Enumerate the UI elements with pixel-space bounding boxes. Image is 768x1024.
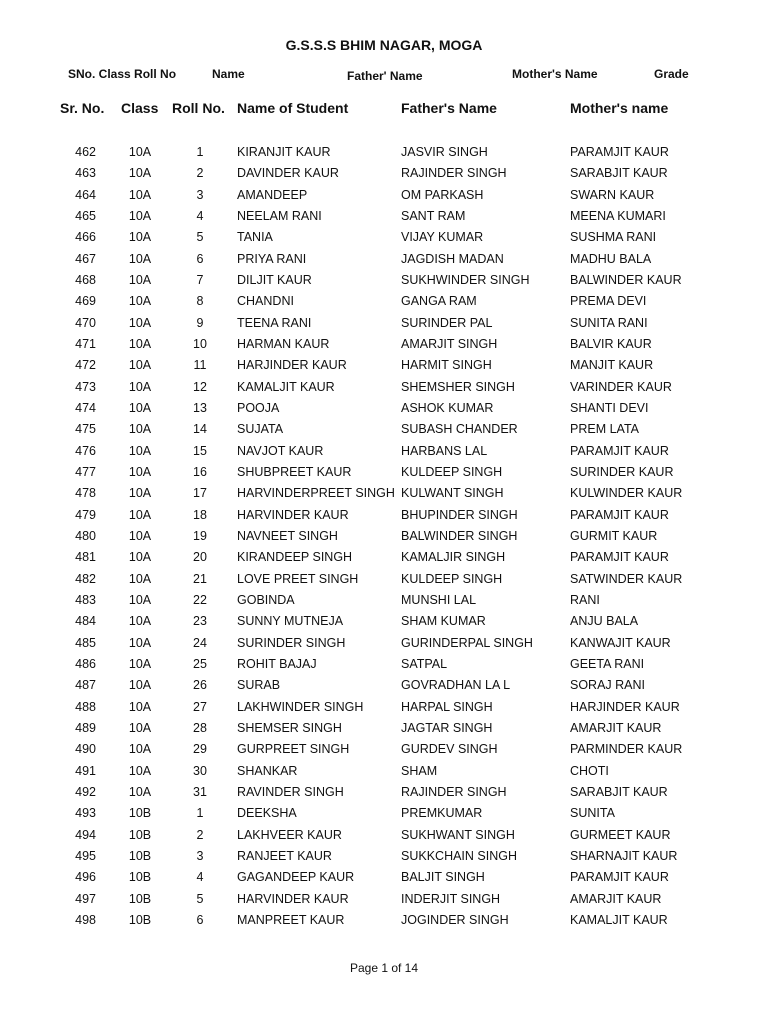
roll-no-cell: 5 [196,230,204,245]
mother-name-cell: PREMA DEVI [570,294,647,309]
class-cell: 10A [128,209,152,223]
roll-no-cell: 7 [196,273,204,287]
mother-name-cell: PREM LATA [570,422,639,437]
roll-no-cell: 1 [196,806,204,821]
class-cell: 10A [128,230,152,245]
roll-no-cell: 4 [196,209,204,223]
sr-no-cell: 494 [75,827,96,842]
sr-no-cell: 468 [75,273,96,287]
mother-name-cell: RANI [570,592,600,607]
table-row [0,316,768,336]
sr-no-cell: 471 [75,337,96,351]
father-name-cell: SHEMSHER SINGH [401,379,515,394]
father-name-cell: SUKKCHAIN SINGH [401,848,517,863]
student-name-cell: DEEKSHA [237,806,297,821]
table-row [0,294,768,314]
sr-no-cell: 465 [75,209,96,223]
sr-no-cell: 478 [75,486,96,501]
class-cell: 10A [128,678,152,693]
mother-name-cell: MEENA KUMARI [570,209,666,223]
class-cell: 10A [128,614,152,629]
table-row [0,358,768,378]
student-name-cell: NEELAM RANI [237,209,322,223]
mother-name-cell: SORAJ RANI [570,678,646,693]
sr-no-cell: 463 [75,166,96,181]
roll-no-cell: 2 [196,166,204,181]
father-name-cell: GOVRADHAN LA L [401,678,511,693]
column-header-sr-no: Sr. No. [60,100,105,116]
father-name-cell: KULDEEP SINGH [401,464,503,479]
mother-name-cell: SUNITA [570,806,615,821]
father-name-cell: KULWANT SINGH [401,486,504,501]
father-name-cell: JAGTAR SINGH [401,720,493,735]
student-name-cell: NAVNEET SINGH [237,528,338,543]
mother-name-cell: HARJINDER KAUR [570,699,680,714]
student-name-cell: HARMAN KAUR [237,337,330,351]
sr-no-cell: 484 [75,614,96,629]
sr-no-cell: 472 [75,358,96,373]
mother-name-cell: PARAMJIT KAUR [570,443,669,458]
class-cell: 10A [128,784,152,799]
table-row [0,742,768,762]
sr-no-cell: 462 [75,145,96,159]
mother-name-cell: BALWINDER KAUR [570,273,682,287]
table-row [0,209,768,229]
roll-no-cell: 30 [193,763,207,778]
subheader-father: Father' Name [347,69,423,83]
sr-no-cell: 498 [75,912,96,927]
student-name-cell: GOBINDA [237,592,295,607]
roll-no-cell: 29 [193,742,207,757]
table-row [0,252,768,272]
sr-no-cell: 464 [75,187,96,202]
mother-name-cell: KULWINDER KAUR [570,486,683,501]
sr-no-cell: 466 [75,230,96,245]
sr-no-cell: 488 [75,699,96,714]
father-name-cell: GURDEV SINGH [401,742,498,757]
class-cell: 10A [128,187,152,202]
class-cell: 10A [128,550,152,565]
mother-name-cell: KANWAJIT KAUR [570,635,671,650]
subheader-grade: Grade [654,67,689,81]
roll-no-cell: 26 [193,678,207,693]
mother-name-cell: SARABJIT KAUR [570,166,668,181]
student-name-cell: TANIA [237,230,273,245]
roll-no-cell: 5 [196,891,204,906]
class-cell: 10A [128,401,152,415]
roll-no-cell: 4 [196,870,204,885]
father-name-cell: JAGDISH MADAN [401,251,504,266]
mother-name-cell: PARMINDER KAUR [570,742,683,757]
subheader-name: Name [212,67,245,81]
roll-no-cell: 20 [193,550,207,565]
class-cell: 10A [128,379,152,394]
father-name-cell: BHUPINDER SINGH [401,507,518,522]
mother-name-cell: PARAMJIT KAUR [570,145,669,159]
student-name-cell: SHEMSER SINGH [237,720,342,735]
roll-no-cell: 13 [193,401,207,415]
father-name-cell: BALJIT SINGH [401,870,485,885]
mother-name-cell: SARABJIT KAUR [570,784,668,799]
table-row [0,764,768,784]
roll-no-cell: 14 [193,422,207,437]
father-name-cell: SUBASH CHANDER [401,422,518,437]
father-name-cell: HARPAL SINGH [401,699,493,714]
class-cell: 10A [128,571,152,586]
father-name-cell: SUKHWINDER SINGH [401,273,530,287]
sr-no-cell: 485 [75,635,96,650]
class-cell: 10A [128,635,152,650]
roll-no-cell: 11 [193,358,207,373]
table-row [0,828,768,848]
mother-name-cell: GURMEET KAUR [570,827,671,842]
table-row [0,593,768,613]
student-name-cell: HARVINDERPREET SINGH [237,486,395,501]
father-name-cell: GANGA RAM [401,294,477,309]
class-cell: 10A [128,315,152,330]
class-cell: 10A [128,294,152,309]
sr-no-cell: 497 [75,891,96,906]
student-name-cell: PRIYA RANI [237,251,307,266]
father-name-cell: SHAM [401,763,438,778]
student-name-cell: LAKHVEER KAUR [237,827,342,842]
father-name-cell: AMARJIT SINGH [401,337,498,351]
student-name-cell: HARVINDER KAUR [237,507,349,522]
class-cell: 10A [128,251,152,266]
father-name-cell: BALWINDER SINGH [401,528,518,543]
table-row [0,230,768,250]
column-header-father-name: Father's Name [401,100,497,116]
roll-no-cell: 25 [193,656,207,671]
mother-name-cell: BALVIR KAUR [570,337,652,351]
mother-name-cell: SURINDER KAUR [570,464,674,479]
father-name-cell: SHAM KUMAR [401,614,486,629]
class-cell: 10A [128,528,152,543]
sr-no-cell: 489 [75,720,96,735]
roll-no-cell: 15 [193,443,207,458]
mother-name-cell: VARINDER KAUR [570,379,672,394]
mother-name-cell: MADHU BALA [570,251,652,266]
table-row [0,508,768,528]
father-name-cell: JOGINDER SINGH [401,912,509,927]
class-cell: 10B [128,806,152,821]
table-row [0,145,768,165]
roll-no-cell: 18 [193,507,207,522]
mother-name-cell: SATWINDER KAUR [570,571,683,586]
mother-name-cell: SHANTI DEVI [570,401,649,415]
table-row [0,529,768,549]
table-row [0,572,768,592]
class-cell: 10A [128,166,152,181]
father-name-cell: RAJINDER SINGH [401,166,507,181]
student-name-cell: GAGANDEEP KAUR [237,870,355,885]
father-name-cell: OM PARKASH [401,187,484,202]
sr-no-cell: 482 [75,571,96,586]
table-row [0,849,768,869]
mother-name-cell: SUNITA RANI [570,315,648,330]
class-cell: 10B [128,891,152,906]
sr-no-cell: 467 [75,251,96,266]
table-row [0,273,768,293]
table-row [0,166,768,186]
sr-no-cell: 477 [75,464,96,479]
sr-no-cell: 492 [75,784,96,799]
roll-no-cell: 31 [193,784,207,799]
roll-no-cell: 9 [196,315,204,330]
sr-no-cell: 493 [75,806,96,821]
mother-name-cell: PARAMJIT KAUR [570,507,669,522]
class-cell: 10A [128,145,152,159]
table-row [0,721,768,741]
class-cell: 10A [128,443,152,458]
table-row [0,188,768,208]
table-row [0,913,768,933]
page-title: G.S.S.S BHIM NAGAR, MOGA [285,37,483,53]
student-name-cell: GURPREET SINGH [237,742,350,757]
father-name-cell: KAMALJIR SINGH [401,550,506,565]
mother-name-cell: SHARNAJIT KAUR [570,848,678,863]
column-header-student-name: Name of Student [237,100,349,116]
student-name-cell: AMANDEEP [237,187,308,202]
table-row [0,657,768,677]
mother-name-cell: PARAMJIT KAUR [570,550,669,565]
father-name-cell: SATPAL [401,656,448,671]
table-row [0,380,768,400]
mother-name-cell: SUSHMA RANI [570,230,657,245]
mother-name-cell: MANJIT KAUR [570,358,654,373]
roll-no-cell: 10 [193,337,207,351]
table-row [0,550,768,570]
class-cell: 10A [128,337,152,351]
father-name-cell: GURINDERPAL SINGH [401,635,533,650]
mother-name-cell: ANJU BALA [570,614,639,629]
student-name-cell: DILJIT KAUR [237,273,312,287]
table-row [0,892,768,912]
sr-no-cell: 474 [75,401,96,415]
sr-no-cell: 491 [75,763,96,778]
class-cell: 10B [128,870,152,885]
student-name-cell: LOVE PREET SINGH [237,571,359,586]
student-name-cell: SUNNY MUTNEJA [237,614,344,629]
student-name-cell: ROHIT BAJAJ [237,656,317,671]
table-row [0,636,768,656]
father-name-cell: KULDEEP SINGH [401,571,503,586]
father-name-cell: JASVIR SINGH [401,145,488,159]
class-cell: 10A [128,763,152,778]
sr-no-cell: 470 [75,315,96,330]
mother-name-cell: SWARN KAUR [570,187,655,202]
student-name-cell: SHUBPREET KAUR [237,464,352,479]
student-name-cell: LAKHWINDER SINGH [237,699,364,714]
father-name-cell: MUNSHI LAL [401,592,477,607]
sr-no-cell: 469 [75,294,96,309]
roll-no-cell: 28 [193,720,207,735]
sr-no-cell: 490 [75,742,96,757]
column-header-roll-no: Roll No. [172,100,225,116]
column-header-mother-name: Mother's name [570,100,669,116]
mother-name-cell: GURMIT KAUR [570,528,658,543]
table-row [0,678,768,698]
table-row [0,806,768,826]
table-row [0,401,768,421]
roll-no-cell: 23 [193,614,207,629]
table-row [0,444,768,464]
student-name-cell: NAVJOT KAUR [237,443,324,458]
roll-no-cell: 21 [193,571,207,586]
mother-name-cell: KAMALJIT KAUR [570,912,668,927]
student-name-cell: SURAB [237,678,281,693]
mother-name-cell: GEETA RANI [570,656,645,671]
page-number: Page 1 of 14 [349,961,419,975]
sr-no-cell: 495 [75,848,96,863]
table-row [0,870,768,890]
father-name-cell: VIJAY KUMAR [401,230,484,245]
mother-name-cell: PARAMJIT KAUR [570,870,669,885]
class-cell: 10B [128,827,152,842]
roll-no-cell: 16 [193,464,207,479]
roll-no-cell: 12 [193,379,207,394]
table-row [0,486,768,506]
sr-no-cell: 481 [75,550,96,565]
father-name-cell: HARMIT SINGH [401,358,492,373]
father-name-cell: RAJINDER SINGH [401,784,507,799]
father-name-cell: SANT RAM [401,209,466,223]
sr-no-cell: 496 [75,870,96,885]
sr-no-cell: 476 [75,443,96,458]
table-row [0,785,768,805]
class-cell: 10A [128,742,152,757]
student-name-cell: MANPREET KAUR [237,912,345,927]
roll-no-cell: 19 [193,528,207,543]
mother-name-cell: CHOTI [570,763,609,778]
mother-name-cell: AMARJIT KAUR [570,720,662,735]
roll-no-cell: 1 [196,145,204,159]
table-row [0,465,768,485]
mother-name-cell: AMARJIT KAUR [570,891,662,906]
class-cell: 10A [128,699,152,714]
roll-no-cell: 6 [196,912,204,927]
subheader-mother: Mother's Name [512,67,598,81]
table-row [0,700,768,720]
student-name-cell: TEENA RANI [237,315,312,330]
roll-no-cell: 3 [196,187,204,202]
student-name-cell: POOJA [237,401,280,415]
roll-no-cell: 8 [196,294,204,309]
class-cell: 10A [128,592,152,607]
class-cell: 10B [128,912,152,927]
student-name-cell: SURINDER SINGH [237,635,346,650]
roll-no-cell: 3 [196,848,204,863]
student-name-cell: RAVINDER SINGH [237,784,344,799]
subheader-sno-class-roll: SNo. Class Roll No [68,67,177,81]
class-cell: 10A [128,358,152,373]
student-name-cell: SHANKAR [237,763,298,778]
class-cell: 10A [128,720,152,735]
sr-no-cell: 487 [75,678,96,693]
father-name-cell: ASHOK KUMAR [401,401,494,415]
class-cell: 10A [128,486,152,501]
sr-no-cell: 479 [75,507,96,522]
student-name-cell: CHANDNI [237,294,294,309]
roll-no-cell: 27 [193,699,207,714]
sr-no-cell: 480 [75,528,96,543]
father-name-cell: SURINDER PAL [401,315,493,330]
roll-no-cell: 2 [196,827,204,842]
student-name-cell: DAVINDER KAUR [237,166,339,181]
student-name-cell: KIRANJIT KAUR [237,145,331,159]
student-name-cell: KIRANDEEP SINGH [237,550,353,565]
class-cell: 10A [128,422,152,437]
class-cell: 10A [128,464,152,479]
student-name-cell: HARVINDER KAUR [237,891,349,906]
roll-no-cell: 6 [196,251,204,266]
student-name-cell: KAMALJIT KAUR [237,379,335,394]
class-cell: 10A [128,507,152,522]
sr-no-cell: 486 [75,656,96,671]
roll-no-cell: 17 [193,486,207,501]
student-name-cell: SUJATA [237,422,284,437]
table-row [0,422,768,442]
father-name-cell: PREMKUMAR [401,806,483,821]
class-cell: 10A [128,273,152,287]
class-cell: 10A [128,656,152,671]
student-name-cell: RANJEET KAUR [237,848,332,863]
sr-no-cell: 475 [75,422,96,437]
father-name-cell: INDERJIT SINGH [401,891,501,906]
father-name-cell: HARBANS LAL [401,443,488,458]
student-name-cell: HARJINDER KAUR [237,358,347,373]
sr-no-cell: 483 [75,592,96,607]
father-name-cell: SUKHWANT SINGH [401,827,515,842]
class-cell: 10B [128,848,152,863]
column-header-class: Class [121,100,159,116]
roll-no-cell: 22 [193,592,207,607]
roll-no-cell: 24 [193,635,207,650]
table-row [0,337,768,357]
table-row [0,614,768,634]
sr-no-cell: 473 [75,379,96,394]
